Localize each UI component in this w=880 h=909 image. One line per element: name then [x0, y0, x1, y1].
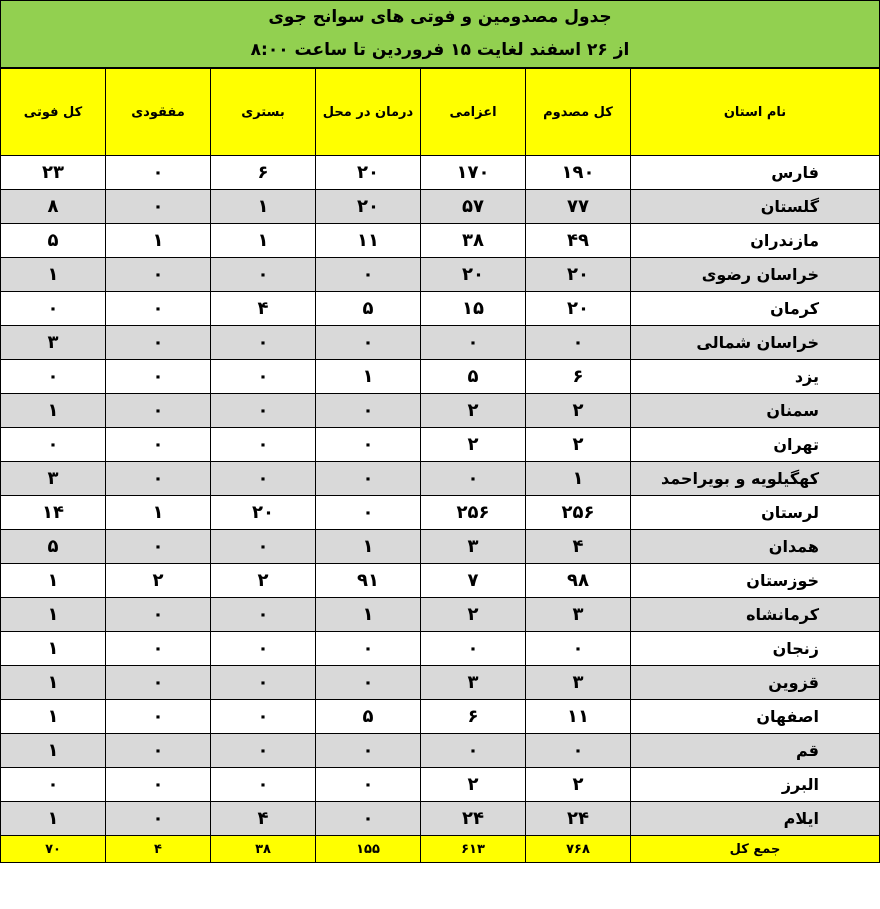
table-row [1, 700, 880, 734]
cell-hospitalized: ۰ [211, 394, 316, 428]
cell-total-deaths: ۲۳ [1, 156, 106, 190]
cell-province: گلستان [631, 190, 880, 224]
table-row [1, 666, 880, 700]
cell-dispatched: ۱۷۰ [421, 156, 526, 190]
cell-total-deaths: ۵ [1, 530, 106, 564]
cell-total-deaths: ۸ [1, 190, 106, 224]
cell-treated-on-site: ۵ [316, 292, 421, 326]
cell-total-deaths: ۰ [1, 292, 106, 326]
cell-dispatched: ۲ [421, 394, 526, 428]
cell-hospitalized: ۴ [211, 292, 316, 326]
table-row [1, 258, 880, 292]
cell-treated-on-site: ۰ [316, 666, 421, 700]
cell-total-injured: ۱۱ [526, 700, 631, 734]
table-row [1, 360, 880, 394]
table-row [1, 394, 880, 428]
cell-hospitalized: ۰ [211, 632, 316, 666]
cell-total-injured: ۲ [526, 768, 631, 802]
cell-total-deaths: ۱ [1, 258, 106, 292]
cell-missing: ۰ [106, 598, 211, 632]
header-missing: مفقودی [106, 69, 211, 156]
table-row [1, 768, 880, 802]
cell-treated-on-site: ۱ [316, 530, 421, 564]
cell-dispatched: ۵۷ [421, 190, 526, 224]
cell-treated-on-site: ۰ [316, 462, 421, 496]
cell-total-injured: ۱ [526, 462, 631, 496]
cell-hospitalized: ۰ [211, 428, 316, 462]
cell-total-deaths: ۰ [1, 360, 106, 394]
table-row [1, 564, 880, 598]
cell-province: یزد [631, 360, 880, 394]
cell-missing: ۰ [106, 700, 211, 734]
cell-province: کرمان [631, 292, 880, 326]
cell-total-injured: ۰ [526, 326, 631, 360]
table-row [1, 530, 880, 564]
cell-total-deaths: ۱ [1, 700, 106, 734]
cell-province: قم [631, 734, 880, 768]
cell-province: لرستان [631, 496, 880, 530]
totals-row [1, 836, 880, 863]
cell-dispatched: ۲ [421, 598, 526, 632]
cell-total-injured: ۶ [526, 360, 631, 394]
cell-hospitalized: ۲ [211, 564, 316, 598]
totals-deaths: ۷۰ [1, 836, 106, 863]
cell-province: زنجان [631, 632, 880, 666]
table-row [1, 190, 880, 224]
cell-province: کهگیلویه و بویراحمد [631, 462, 880, 496]
cell-hospitalized: ۰ [211, 462, 316, 496]
cell-missing: ۱ [106, 496, 211, 530]
cell-treated-on-site: ۰ [316, 428, 421, 462]
cell-dispatched: ۰ [421, 632, 526, 666]
cell-dispatched: ۲ [421, 768, 526, 802]
cell-dispatched: ۲۵۶ [421, 496, 526, 530]
cell-hospitalized: ۰ [211, 360, 316, 394]
header-total-injured: کل مصدوم [526, 69, 631, 156]
cell-treated-on-site: ۰ [316, 258, 421, 292]
cell-dispatched: ۲۰ [421, 258, 526, 292]
cell-dispatched: ۰ [421, 734, 526, 768]
cell-total-deaths: ۳ [1, 326, 106, 360]
cell-total-injured: ۰ [526, 632, 631, 666]
cell-treated-on-site: ۲۰ [316, 190, 421, 224]
cell-dispatched: ۳ [421, 530, 526, 564]
cell-dispatched: ۶ [421, 700, 526, 734]
cell-province: خراسان شمالی [631, 326, 880, 360]
cell-hospitalized: ۰ [211, 530, 316, 564]
header-province: نام استان [631, 69, 880, 156]
cell-total-injured: ۲۰ [526, 258, 631, 292]
table-row [1, 802, 880, 836]
table-row [1, 156, 880, 190]
cell-treated-on-site: ۱ [316, 360, 421, 394]
cell-missing: ۰ [106, 462, 211, 496]
table-row [1, 496, 880, 530]
cell-total-deaths: ۱ [1, 394, 106, 428]
cell-dispatched: ۰ [421, 326, 526, 360]
cell-missing: ۰ [106, 258, 211, 292]
table-body [1, 156, 880, 836]
cell-treated-on-site: ۰ [316, 768, 421, 802]
cell-missing: ۰ [106, 802, 211, 836]
cell-total-injured: ۹۸ [526, 564, 631, 598]
cell-missing: ۰ [106, 530, 211, 564]
totals-missing: ۴ [106, 836, 211, 863]
cell-missing: ۰ [106, 190, 211, 224]
cell-treated-on-site: ۰ [316, 326, 421, 360]
cell-total-injured: ۳ [526, 598, 631, 632]
cell-missing: ۰ [106, 428, 211, 462]
cell-missing: ۲ [106, 564, 211, 598]
header-dispatched: اعزامی [421, 69, 526, 156]
cell-missing: ۰ [106, 632, 211, 666]
cell-treated-on-site: ۰ [316, 496, 421, 530]
cell-province: قزوین [631, 666, 880, 700]
cell-province: فارس [631, 156, 880, 190]
table-row [1, 326, 880, 360]
cell-total-injured: ۱۹۰ [526, 156, 631, 190]
cell-missing: ۰ [106, 326, 211, 360]
cell-treated-on-site: ۰ [316, 802, 421, 836]
header-total-deaths: کل فوتی [1, 69, 106, 156]
cell-province: کرمانشاه [631, 598, 880, 632]
cell-hospitalized: ۴ [211, 802, 316, 836]
cell-treated-on-site: ۲۰ [316, 156, 421, 190]
cell-total-injured: ۲۰ [526, 292, 631, 326]
cell-province: اصفهان [631, 700, 880, 734]
cell-hospitalized: ۰ [211, 734, 316, 768]
cell-treated-on-site: ۰ [316, 632, 421, 666]
cell-hospitalized: ۰ [211, 666, 316, 700]
title-banner [0, 0, 880, 68]
cell-province: مازندران [631, 224, 880, 258]
cell-missing: ۰ [106, 156, 211, 190]
cell-dispatched: ۲ [421, 428, 526, 462]
cell-total-injured: ۲ [526, 428, 631, 462]
cell-hospitalized: ۱ [211, 224, 316, 258]
totals-dispatched: ۶۱۳ [421, 836, 526, 863]
cell-missing: ۱ [106, 224, 211, 258]
cell-total-deaths: ۱ [1, 802, 106, 836]
cell-missing: ۰ [106, 360, 211, 394]
cell-province: خراسان رضوی [631, 258, 880, 292]
cell-treated-on-site: ۵ [316, 700, 421, 734]
cell-total-deaths: ۱ [1, 666, 106, 700]
cell-province: خوزستان [631, 564, 880, 598]
cell-province: ایلام [631, 802, 880, 836]
table-row [1, 292, 880, 326]
cell-dispatched: ۵ [421, 360, 526, 394]
cell-total-injured: ۳ [526, 666, 631, 700]
cell-dispatched: ۳ [421, 666, 526, 700]
cell-total-injured: ۴۹ [526, 224, 631, 258]
cell-province: البرز [631, 768, 880, 802]
cell-missing: ۰ [106, 292, 211, 326]
table-date-range: از ۲۶ اسفند لغایت ۱۵ فروردین تا ساعت ۸:۰۰ [250, 40, 630, 60]
cell-total-deaths: ۳ [1, 462, 106, 496]
cell-hospitalized: ۶ [211, 156, 316, 190]
cell-dispatched: ۰ [421, 462, 526, 496]
cell-treated-on-site: ۰ [316, 394, 421, 428]
header-hospitalized: بستری [211, 69, 316, 156]
cell-total-deaths: ۱۴ [1, 496, 106, 530]
cell-hospitalized: ۰ [211, 326, 316, 360]
cell-province: همدان [631, 530, 880, 564]
cell-missing: ۰ [106, 734, 211, 768]
cell-total-deaths: ۱ [1, 734, 106, 768]
totals-hospitalized: ۳۸ [211, 836, 316, 863]
cell-hospitalized: ۰ [211, 768, 316, 802]
cell-total-deaths: ۱ [1, 564, 106, 598]
cell-treated-on-site: ۱۱ [316, 224, 421, 258]
header-row [1, 69, 880, 156]
cell-dispatched: ۳۸ [421, 224, 526, 258]
table-row [1, 462, 880, 496]
table-row [1, 734, 880, 768]
cell-dispatched: ۱۵ [421, 292, 526, 326]
cell-hospitalized: ۰ [211, 598, 316, 632]
cell-total-deaths: ۱ [1, 632, 106, 666]
cell-total-injured: ۲ [526, 394, 631, 428]
cell-total-deaths: ۱ [1, 598, 106, 632]
table-row [1, 224, 880, 258]
totals-injured: ۷۶۸ [526, 836, 631, 863]
cell-missing: ۰ [106, 394, 211, 428]
cell-missing: ۰ [106, 768, 211, 802]
cell-province: تهران [631, 428, 880, 462]
cell-treated-on-site: ۹۱ [316, 564, 421, 598]
cell-hospitalized: ۲۰ [211, 496, 316, 530]
cell-hospitalized: ۱ [211, 190, 316, 224]
table-row [1, 598, 880, 632]
totals-treated-on-site: ۱۵۵ [316, 836, 421, 863]
cell-total-injured: ۴ [526, 530, 631, 564]
cell-total-injured: ۰ [526, 734, 631, 768]
cell-treated-on-site: ۰ [316, 734, 421, 768]
cell-total-injured: ۲۴ [526, 802, 631, 836]
cell-total-deaths: ۰ [1, 768, 106, 802]
cell-total-injured: ۲۵۶ [526, 496, 631, 530]
table-row [1, 428, 880, 462]
cell-hospitalized: ۰ [211, 258, 316, 292]
header-treated-on-site: درمان در محل [316, 69, 421, 156]
cell-missing: ۰ [106, 666, 211, 700]
table-row [1, 632, 880, 666]
cell-dispatched: ۲۴ [421, 802, 526, 836]
cell-treated-on-site: ۱ [316, 598, 421, 632]
cell-province: سمنان [631, 394, 880, 428]
cell-total-injured: ۷۷ [526, 190, 631, 224]
totals-label: جمع کل [631, 836, 880, 863]
cell-hospitalized: ۰ [211, 700, 316, 734]
cell-total-deaths: ۰ [1, 428, 106, 462]
cell-dispatched: ۷ [421, 564, 526, 598]
table-title: جدول مصدومین و فوتی های سوانح جوی [268, 7, 612, 27]
casualty-table [0, 68, 880, 863]
cell-total-deaths: ۵ [1, 224, 106, 258]
